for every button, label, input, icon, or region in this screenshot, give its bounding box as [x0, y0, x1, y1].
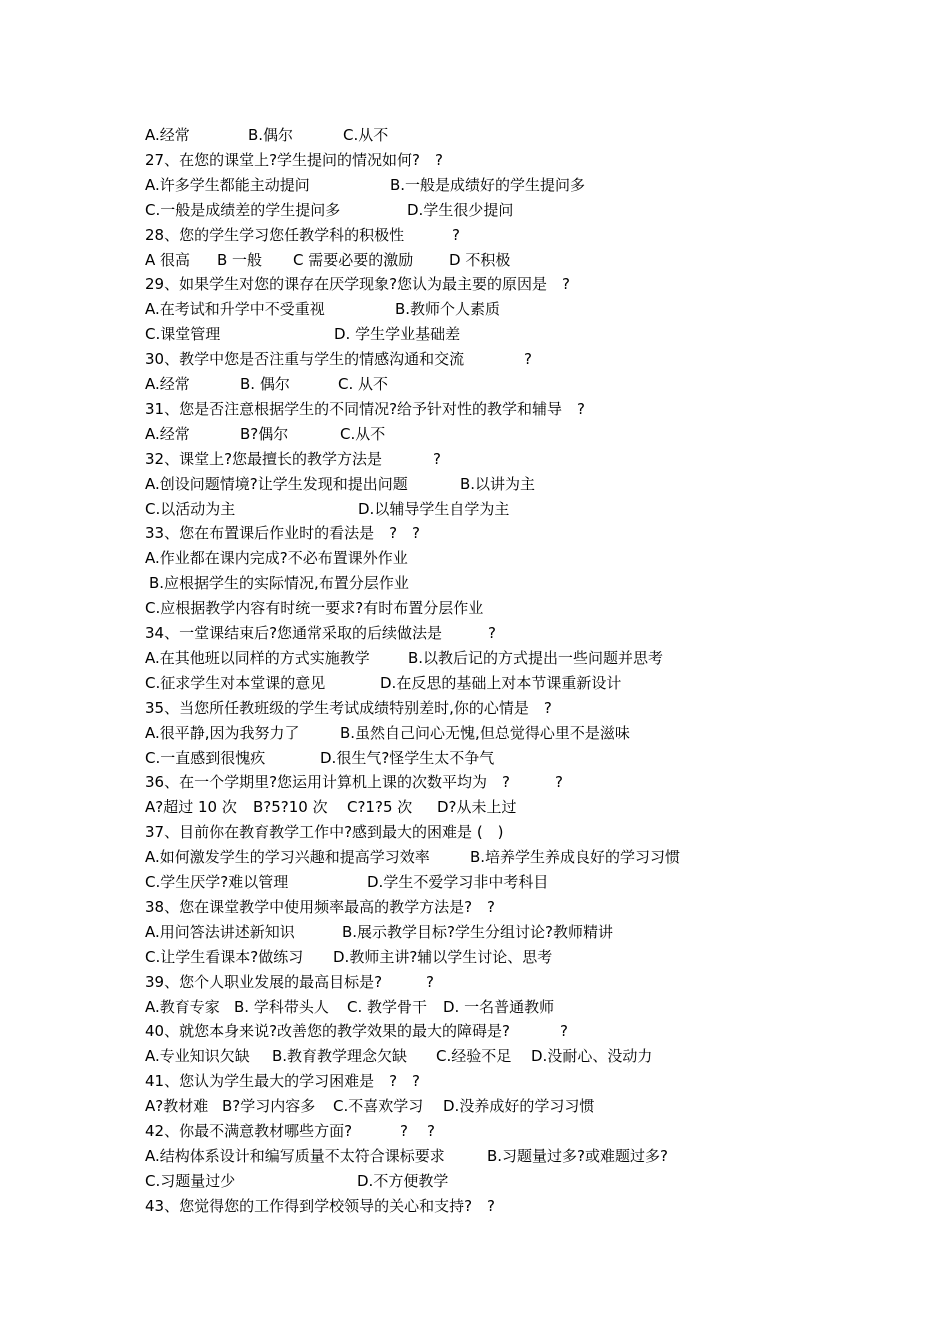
option-text: C.从不: [340, 424, 386, 443]
line-text: 29、如果学生对您的课存在厌学现象?您认为最主要的原因是 ?: [145, 275, 571, 294]
option-text: ?: [400, 1122, 408, 1140]
text-line: [0, 372, 950, 397]
text-line: [0, 1019, 950, 1044]
option-text: ?: [488, 624, 496, 642]
option-text: D.没耐心、没动力: [531, 1047, 653, 1066]
line-text: C.学生厌学?难以管理: [145, 873, 289, 891]
text-line: [0, 472, 950, 497]
option-text: D.教师主讲?辅以学生讨论、思考: [333, 947, 553, 966]
line-text: 40、就您本身来说?改善您的教学效果的最大的障碍是?: [145, 1022, 511, 1041]
line-text: A.经常: [145, 375, 190, 393]
text-line: [0, 721, 950, 746]
text-line: [0, 820, 950, 845]
line-text: 39、您个人职业发展的最高目标是?: [145, 972, 383, 991]
option-text: B 一般: [217, 250, 263, 269]
line-text: A.作业都在课内完成?不必布置课外作业: [145, 549, 408, 568]
text-line: [0, 671, 950, 696]
option-text: B?学习内容多: [222, 1097, 316, 1116]
line-text: 41、您认为学生最大的学习困难是 ? ?: [145, 1072, 421, 1091]
line-text: A.专业知识欠缺: [145, 1047, 250, 1066]
text-line: [0, 970, 950, 995]
line-text: C.让学生看课本?做练习: [145, 947, 304, 966]
text-line: [0, 1194, 950, 1219]
option-text: D.以辅导学生自学为主: [358, 499, 510, 518]
option-text: B.习题量过多?或难题过多?: [487, 1146, 668, 1165]
option-text: C. 教学骨干: [347, 997, 428, 1016]
line-text: 27、在您的课堂上?学生提问的情况如何? ?: [145, 150, 443, 169]
text-line: [0, 870, 950, 895]
line-text: A.结构体系设计和编写质量不太符合课标要求: [145, 1146, 445, 1165]
text-line: [0, 1069, 950, 1094]
option-text: ?: [426, 972, 434, 991]
option-text: C.从不: [343, 126, 389, 144]
option-text: B.一般是成绩好的学生提问多: [390, 175, 586, 194]
text-line: [0, 1044, 950, 1069]
line-text: C.一般是成绩差的学生提问多: [145, 200, 341, 219]
text-line: [0, 795, 950, 820]
line-text: A.创设问题情境?让学生发现和提出问题: [145, 474, 408, 493]
option-text: B.教育教学理念欠缺: [272, 1047, 408, 1066]
option-text: D. 学生学业基础差: [334, 325, 461, 344]
line-text: 31、您是否注意根据学生的不同情况?给予针对性的教学和辅导 ?: [145, 399, 586, 418]
option-text: C.经验不足: [436, 1047, 512, 1066]
line-text: A.经常: [145, 424, 190, 443]
line-text: 38、您在课堂教学中使用频率最高的教学方法是? ?: [145, 897, 496, 916]
text-line: [0, 173, 950, 198]
text-line: [0, 397, 950, 422]
text-line: [0, 223, 950, 248]
text-line: [0, 696, 950, 721]
option-text: ?: [433, 449, 441, 468]
text-line: [0, 746, 950, 771]
text-line: [0, 497, 950, 522]
text-line: [0, 248, 950, 273]
line-text: 30、教学中您是否注重与学生的情感沟通和交流: [145, 350, 465, 369]
option-text: ?: [524, 350, 532, 369]
option-text: B.教师个人素质: [395, 300, 501, 319]
option-text: C?1?5 次: [347, 798, 413, 817]
line-text: A?教材难: [145, 1097, 209, 1116]
text-line: [0, 422, 950, 447]
option-text: B.以教后记的方式提出一些问题并思考: [408, 648, 664, 667]
line-text: 43、您觉得您的工作得到学校领导的关心和支持? ?: [145, 1196, 496, 1215]
option-text: ?: [452, 225, 460, 244]
option-text: B.虽然自己问心无愧,但总觉得心里不是滋味: [340, 723, 630, 742]
option-text: C 需要必要的激励: [293, 250, 414, 269]
text-line: [0, 845, 950, 870]
line-text: C.征求学生对本堂课的意见: [145, 673, 326, 692]
option-text: D.在反思的基础上对本节课重新设计: [380, 673, 622, 692]
text-line: [0, 895, 950, 920]
text-line: [0, 945, 950, 970]
option-text: D.学生很少提问: [407, 200, 514, 219]
option-text: D.学生不爱学习非中考科目: [367, 873, 549, 891]
option-text: B. 学科带头人: [234, 997, 329, 1016]
line-text: C.习题量过少: [145, 1171, 236, 1190]
text-line: [0, 447, 950, 472]
option-text: B.以讲为主: [460, 474, 536, 493]
option-text: ?: [560, 1022, 568, 1041]
text-line: [0, 1169, 950, 1194]
line-text: 36、在一个学期里?您运用计算机上课的次数平均为 ?: [145, 773, 511, 792]
line-text: C.一直感到很愧疚: [145, 748, 266, 767]
line-text: C.应根据教学内容有时统一要求?有时布置分层作业: [145, 599, 484, 618]
option-text: B. 偶尔: [240, 375, 290, 393]
line-text: 33、您在布置课后作业时的看法是 ? ?: [145, 524, 421, 543]
text-line: [0, 347, 950, 372]
text-line: [0, 621, 950, 646]
line-text: A.很平静,因为我努力了: [145, 723, 300, 742]
text-line: [0, 322, 950, 347]
option-text: D?从未上过: [437, 798, 517, 817]
line-text: 42、你最不满意教材哪些方面?: [145, 1122, 353, 1140]
text-line: [0, 596, 950, 621]
line-text: B.应根据学生的实际情况,布置分层作业: [149, 574, 409, 593]
line-text: 34、一堂课结束后?您通常采取的后续做法是: [145, 624, 443, 642]
text-line: [0, 123, 950, 148]
text-line: [0, 1094, 950, 1119]
line-text: 32、课堂上?您最擅长的教学方法是: [145, 449, 383, 468]
text-line: [0, 198, 950, 223]
line-text: A.如何激发学生的学习兴趣和提高学习效率: [145, 848, 430, 867]
line-text: A 很高: [145, 250, 191, 269]
option-text: B?5?10 次: [253, 798, 328, 817]
line-text: C.以活动为主: [145, 499, 236, 518]
option-text: D 不积极: [449, 250, 511, 269]
option-text: C.不喜欢学习: [333, 1097, 424, 1116]
option-text: D.没养成好的学习习惯: [443, 1097, 595, 1116]
line-text: A.在其他班以同样的方式实施教学: [145, 648, 370, 667]
line-text: A?超过 10 次: [145, 798, 237, 817]
option-text: B?偶尔: [240, 424, 289, 443]
option-text: B.展示教学目标?学生分组讨论?教师精讲: [342, 922, 613, 941]
option-text: ?: [427, 1122, 435, 1140]
text-line: [0, 995, 950, 1020]
line-text: A.用问答法讲述新知识: [145, 922, 295, 941]
line-text: 35、当您所任教班级的学生考试成绩特别差时,你的心情是 ?: [145, 698, 552, 717]
line-text: A.经常: [145, 126, 190, 144]
text-line: [0, 272, 950, 297]
text-line: [0, 646, 950, 671]
option-text: B.培养学生养成良好的学习习惯: [470, 848, 681, 867]
line-text: A.许多学生都能主动提问: [145, 175, 310, 194]
line-text: A.在考试和升学中不受重视: [145, 300, 325, 319]
line-text: 37、目前你在教育教学工作中?感到最大的困难是 ( ): [145, 823, 504, 842]
line-text: C.课堂管理: [145, 325, 221, 344]
option-text: D.很生气?怪学生太不争气: [320, 748, 495, 767]
option-text: ?: [555, 773, 563, 792]
text-line: [0, 1144, 950, 1169]
option-text: C. 从不: [338, 375, 389, 393]
option-text: B.偶尔: [248, 126, 294, 144]
text-line: [0, 920, 950, 945]
text-line: [0, 571, 950, 596]
option-text: D. 一名普通教师: [443, 997, 555, 1016]
text-line: [0, 770, 950, 795]
option-text: D.不方便教学: [357, 1171, 449, 1190]
text-line: [0, 521, 950, 546]
text-line: [0, 546, 950, 571]
line-text: A.教育专家: [145, 997, 220, 1016]
line-text: 28、您的学生学习您任教学科的积极性: [145, 225, 405, 244]
text-line: [0, 297, 950, 322]
text-line: [0, 148, 950, 173]
text-line: [0, 1119, 950, 1144]
